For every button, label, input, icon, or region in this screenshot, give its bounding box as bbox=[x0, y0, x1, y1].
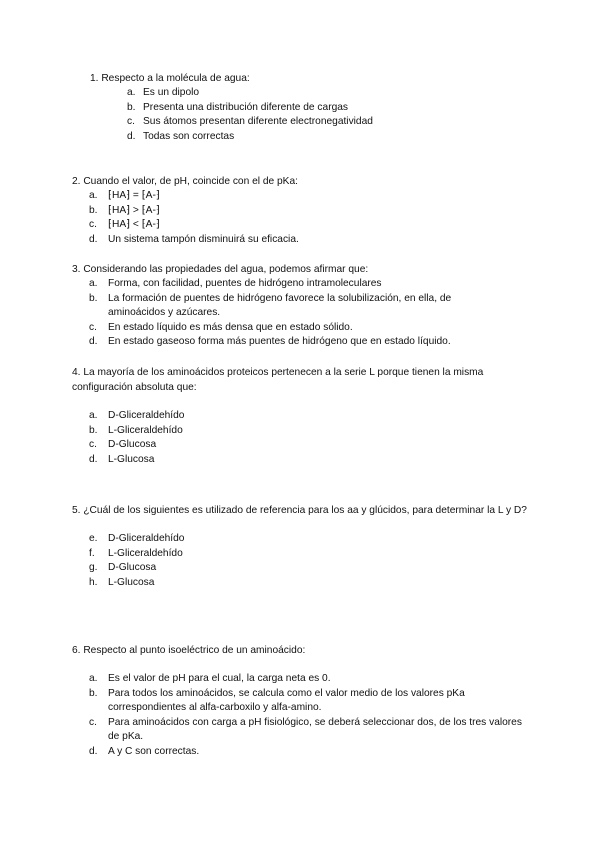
option-marker: a. bbox=[89, 278, 98, 289]
option bbox=[72, 532, 532, 547]
option-marker: b. bbox=[89, 292, 98, 304]
option-text: En estado líquido es más densa que en estado sólido. bbox=[108, 321, 353, 333]
option-marker: d. bbox=[89, 453, 98, 465]
option-text: ⁅HA⁆ < ⁅A-⁆ bbox=[108, 219, 160, 231]
option bbox=[72, 745, 532, 760]
option-text: D-Gliceraldehído bbox=[108, 410, 185, 421]
option-marker: d. bbox=[89, 336, 98, 348]
question-stem: 4. La mayoría de los aminoácidos proteicos pertenecen a la serie L porque tienen la misma configuración absoluta que: bbox=[72, 367, 484, 393]
option bbox=[72, 409, 532, 424]
option-marker: d. bbox=[89, 233, 98, 245]
option-text: ⁅HA⁆ > ⁅A-⁆ bbox=[108, 204, 160, 216]
option bbox=[72, 189, 532, 204]
option-text: Sus átomos presentan diferente electronegatividad bbox=[143, 116, 373, 128]
option bbox=[72, 204, 532, 219]
option-marker: a. bbox=[89, 673, 98, 684]
option-marker: b. bbox=[89, 204, 98, 216]
option bbox=[72, 424, 532, 439]
option-marker: b. bbox=[127, 101, 136, 113]
option bbox=[72, 561, 532, 576]
option-text: Forma, con facilidad, puentes de hidrógeno intramoleculares bbox=[108, 278, 382, 289]
option-text: Para aminoácidos con carga a pH fisiológico, se deberá seleccionar dos, de los tres valores de pKa. bbox=[108, 716, 522, 743]
option bbox=[72, 453, 532, 468]
option-text: En estado gaseoso forma más puentes de hidrógeno que en estado líquido. bbox=[108, 336, 451, 348]
option-marker: c. bbox=[89, 321, 97, 333]
option-marker: d. bbox=[127, 130, 136, 142]
option-text: Para todos los aminoácidos, se calcula como el valor medio de los valores pKa correspondientes al alfa-carboxilo y alfa-amino. bbox=[108, 687, 465, 714]
option bbox=[72, 687, 508, 716]
option-marker: a. bbox=[89, 410, 98, 421]
option bbox=[72, 86, 532, 101]
option bbox=[72, 101, 532, 116]
option-text: Es el valor de pH para el cual, la carga neta es 0. bbox=[108, 673, 331, 684]
option-marker: c. bbox=[89, 219, 97, 231]
option-marker: g. bbox=[89, 562, 98, 574]
option bbox=[72, 321, 532, 336]
question-stem: 1. Respecto a la molécula de agua: bbox=[90, 73, 250, 84]
option-marker: e. bbox=[89, 533, 98, 544]
option bbox=[72, 547, 532, 562]
option-marker: h. bbox=[89, 576, 98, 588]
option-text: ⁅HA⁆ = ⁅A-⁆ bbox=[108, 190, 160, 201]
question-stem: 5. ¿Cuál de los siguientes es utilizado de referencia para los aa y glúcidos, para determinar la L y D? bbox=[72, 505, 527, 516]
option-text: L-Gliceraldehído bbox=[108, 424, 183, 436]
option-marker: b. bbox=[89, 424, 98, 436]
option-text: L-Glucosa bbox=[108, 576, 155, 588]
option-text: A y C son correctas. bbox=[108, 745, 200, 757]
question-4 bbox=[72, 365, 532, 467]
question-1 bbox=[72, 71, 532, 144]
option-marker: c. bbox=[127, 116, 135, 128]
question-stem: 2. Cuando el valor, de pH, coincide con el de pKa: bbox=[72, 176, 298, 187]
option-marker: c. bbox=[89, 439, 97, 451]
option-text: D-Glucosa bbox=[108, 439, 157, 451]
option bbox=[72, 292, 488, 321]
option-marker: f. bbox=[89, 547, 95, 559]
question-2 bbox=[72, 174, 532, 247]
question-6 bbox=[72, 643, 532, 760]
option-text: Todas son correctas bbox=[143, 130, 235, 142]
option bbox=[72, 115, 532, 130]
option-text: La formación de puentes de hidrógeno favorece la solubilización, en ella, de aminoácidos y azúcares. bbox=[108, 292, 452, 319]
option-text: D-Gliceraldehído bbox=[108, 533, 185, 544]
option-text: L-Glucosa bbox=[108, 453, 155, 465]
option-marker: d. bbox=[89, 745, 98, 757]
option bbox=[72, 277, 532, 292]
option bbox=[72, 716, 528, 745]
option-text: Un sistema tampón disminuirá su eficacia. bbox=[108, 233, 299, 245]
option-text: Es un dipolo bbox=[143, 87, 200, 98]
question-3 bbox=[72, 262, 532, 350]
option bbox=[72, 218, 532, 233]
question-5 bbox=[72, 503, 532, 590]
question-stem: 6. Respecto al punto isoeléctrico de un aminoácido: bbox=[72, 645, 306, 656]
option bbox=[72, 672, 532, 687]
option-text: D-Glucosa bbox=[108, 562, 157, 574]
option bbox=[72, 233, 532, 248]
option-text: L-Gliceraldehído bbox=[108, 547, 183, 559]
option bbox=[72, 335, 532, 350]
question-stem: 3. Considerando las propiedades del agua, podemos afirmar que: bbox=[72, 264, 369, 275]
option bbox=[72, 130, 532, 145]
option bbox=[72, 438, 532, 453]
option bbox=[72, 576, 532, 591]
option-marker: b. bbox=[89, 687, 98, 699]
option-text: Presenta una distribución diferente de cargas bbox=[143, 101, 349, 113]
option-marker: a. bbox=[127, 87, 136, 98]
option-marker: a. bbox=[89, 190, 98, 201]
option-marker: c. bbox=[89, 716, 97, 728]
